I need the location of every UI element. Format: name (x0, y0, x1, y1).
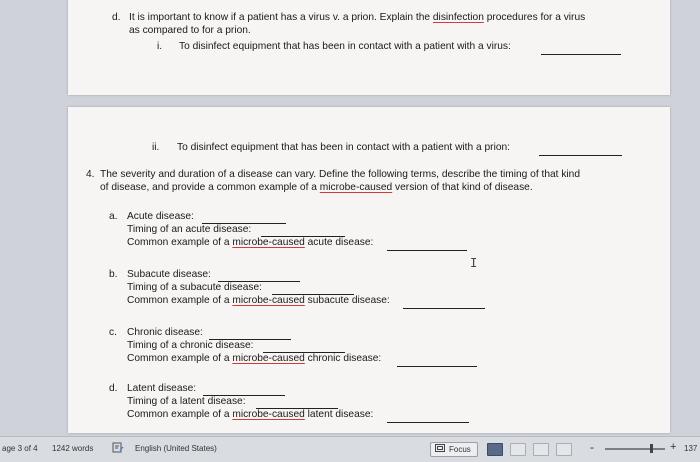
web-layout-icon[interactable] (510, 443, 526, 456)
status-bar (0, 436, 700, 462)
page-indicator[interactable]: age 3 of 4 (2, 444, 38, 453)
zoom-level[interactable]: 137 (684, 444, 698, 453)
document-page-2 (68, 107, 670, 433)
proofing-icon[interactable] (112, 442, 124, 455)
item-c-term: Chronic disease: (127, 327, 203, 338)
item-d-term: Latent disease: (127, 383, 197, 394)
item-c-label: c. (109, 327, 117, 338)
item-d-label: d. (109, 383, 118, 394)
item-a-term: Acute disease: (127, 211, 194, 222)
item-a-label: a. (109, 211, 118, 222)
zoom-out-icon[interactable]: - (590, 440, 594, 454)
answer-blank-prion[interactable] (539, 155, 622, 156)
item-c-example: Common example of a microbe-caused chronic disease: (127, 353, 382, 364)
focus-label: Focus (449, 445, 471, 454)
item-b-example: Common example of a microbe-caused subacute disease: (127, 295, 390, 306)
question-4-line-1: The severity and duration of a disease can vary. Define the following terms, describe the timing of that kind (100, 169, 581, 180)
sub-i-label: i. (157, 41, 163, 52)
zoom-slider-handle[interactable] (650, 444, 653, 453)
print-layout-icon[interactable] (487, 443, 503, 456)
word-count[interactable]: 1242 words (52, 444, 94, 453)
answer-blank-virus[interactable] (541, 54, 621, 55)
question-d-line-2: as compared to for a prion. (129, 25, 251, 36)
item-b-timing: Timing of a subacute disease: (127, 282, 262, 293)
item-d-timing: Timing of a latent disease: (127, 396, 246, 407)
sub-ii-label: ii. (152, 142, 160, 153)
question-d-label: d. (112, 12, 121, 23)
focus-icon (435, 443, 445, 456)
item-c-timing: Timing of a chronic disease: (127, 340, 254, 351)
item-b-term: Subacute disease: (127, 269, 211, 280)
item-d-example: Common example of a microbe-caused latent disease: (127, 409, 374, 420)
item-a-example: Common example of a microbe-caused acute disease: (127, 237, 374, 248)
focus-button[interactable] (430, 442, 478, 457)
sub-ii-text: To disinfect equipment that has been in contact with a patient with a prion: (177, 142, 510, 153)
item-c-example-blank[interactable] (397, 366, 477, 367)
zoom-in-icon[interactable]: + (670, 441, 677, 453)
item-a-timing: Timing of an acute disease: (127, 224, 252, 235)
read-mode-icon[interactable] (533, 443, 549, 456)
language-indicator[interactable]: English (United States) (135, 444, 217, 453)
question-4-label: 4. (86, 169, 95, 180)
document-page-1 (68, 0, 670, 95)
item-d-example-blank[interactable] (387, 422, 469, 423)
zoom-slider[interactable] (605, 448, 665, 450)
item-a-example-blank[interactable] (387, 250, 467, 251)
question-4-line-2: of disease, and provide a common example of a microbe-caused version of that kind of disease. (100, 182, 533, 193)
item-b-example-blank[interactable] (403, 308, 485, 309)
outline-view-icon[interactable] (556, 443, 572, 456)
item-b-label: b. (109, 269, 118, 280)
sub-i-text: To disinfect equipment that has been in contact with a patient with a virus: (179, 41, 511, 52)
question-d-line-1: It is important to know if a patient has a virus v. a prion. Explain the disinfection procedures for a virus (129, 12, 586, 23)
text-cursor-icon: I (470, 256, 478, 270)
